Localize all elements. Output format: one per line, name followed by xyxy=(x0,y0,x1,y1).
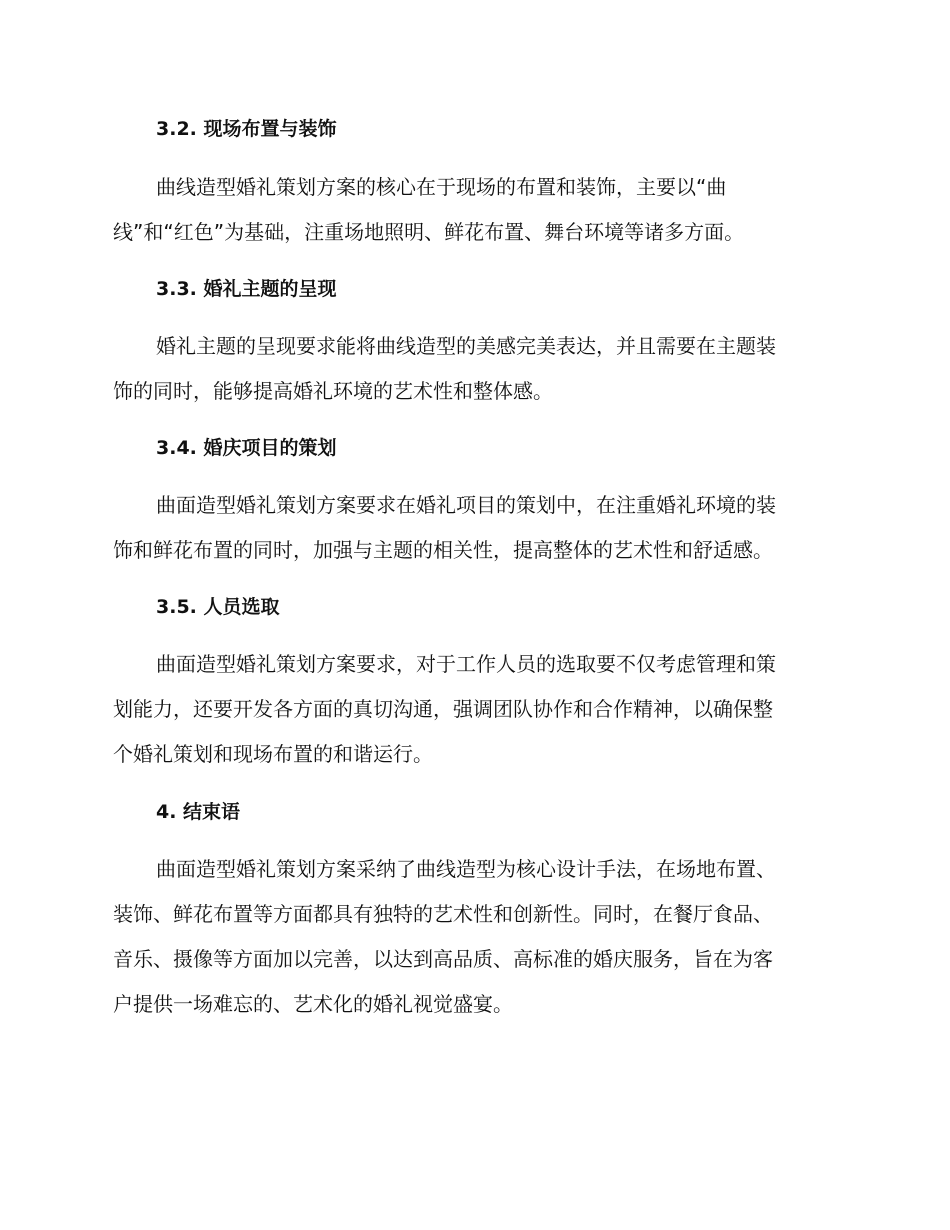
paragraph-line: 饰和鲜花布置的同时，加强与主题的相关性，提高整体的艺术性和舒适感。 xyxy=(113,538,773,562)
paragraph-line: 曲线造型婚礼策划方案的核心在于现场的布置和装饰，主要以“曲 xyxy=(156,175,727,199)
paragraph-line: 曲面造型婚礼策划方案采纳了曲线造型为核心设计手法，在场地布置、 xyxy=(156,857,776,881)
paragraph-line: 划能力，还要开发各方面的真切沟通，强调团队协作和合作精神，以确保整 xyxy=(113,697,773,721)
paragraph-line: 音乐、摄像等方面加以完善，以达到高品质、高标准的婚庆服务，旨在为客 xyxy=(113,947,773,971)
section-heading-3-4: 3.4. 婚庆项目的策划 xyxy=(156,437,337,459)
paragraph-line: 曲面造型婚礼策划方案要求，对于工作人员的选取要不仅考虑管理和策 xyxy=(156,652,776,676)
paragraph-line: 饰的同时，能够提高婚礼环境的艺术性和整体感。 xyxy=(113,379,553,403)
section-heading-3-3: 3.3. 婚礼主题的呈现 xyxy=(156,278,337,300)
paragraph-line: 曲面造型婚礼策划方案要求在婚礼项目的策划中，在注重婚礼环境的装 xyxy=(156,493,776,517)
paragraph-line: 装饰、鲜花布置等方面都具有独特的艺术性和创新性。同时，在餐厅食品、 xyxy=(113,902,773,926)
section-heading-4: 4. 结束语 xyxy=(156,801,241,823)
section-heading-3-5: 3.5. 人员选取 xyxy=(156,596,280,618)
paragraph-line: 婚礼主题的呈现要求能将曲线造型的美感完美表达，并且需要在主题装 xyxy=(156,334,776,358)
paragraph-line: 线”和“红色”为基础，注重场地照明、鲜花布置、舞台环境等诸多方面。 xyxy=(113,220,745,244)
paragraph-line: 个婚礼策划和现场布置的和谐运行。 xyxy=(113,742,433,766)
paragraph-line: 户提供一场难忘的、艺术化的婚礼视觉盛宴。 xyxy=(113,992,513,1016)
section-heading-3-2: 3.2. 现场布置与装饰 xyxy=(156,118,337,140)
